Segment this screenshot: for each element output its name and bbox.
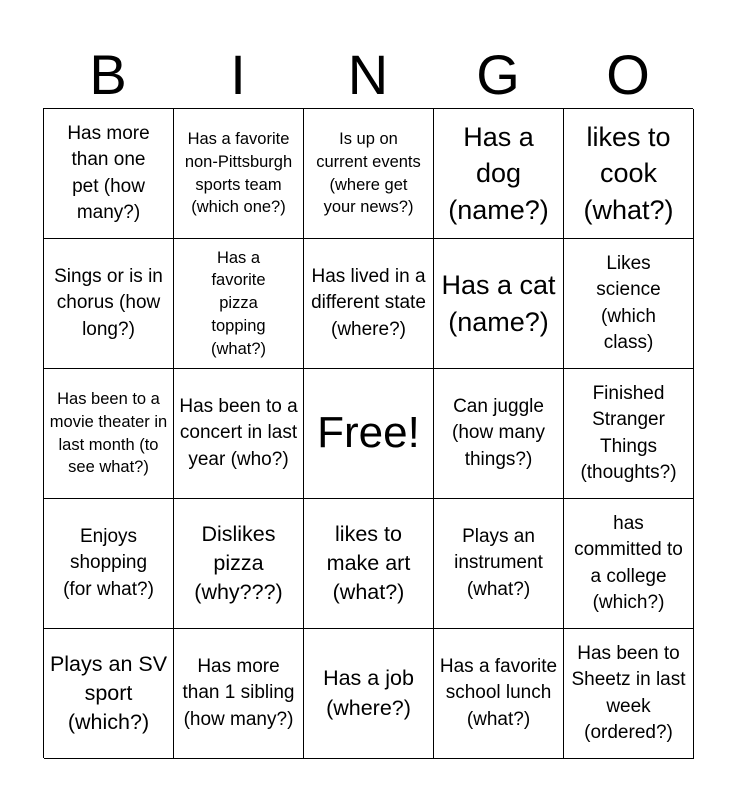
cell-text: Has been to a concert in last year (who?) bbox=[179, 396, 298, 470]
cell-text: Enjoys shopping (for what?) bbox=[63, 526, 154, 600]
cell-text: Has a favorite school lunch (what?) bbox=[439, 656, 558, 730]
cell-text: has committed to a college (which?) bbox=[574, 513, 683, 613]
cell-text: Dislikes pizza (why???) bbox=[194, 521, 283, 605]
cell-text: Sings or is in chorus (how long?) bbox=[54, 266, 163, 340]
bingo-cell-r2c1 bbox=[44, 239, 174, 369]
header-letter-g: G bbox=[476, 43, 520, 106]
cell-text: Likes science (which class) bbox=[596, 253, 661, 353]
header-letter-i: I bbox=[230, 43, 246, 106]
cell-text: Plays an SV sport (which?) bbox=[49, 651, 168, 735]
cell-text: Has more than 1 sibling (how many?) bbox=[182, 656, 295, 730]
bingo-cell-r4c2 bbox=[174, 499, 304, 629]
cell-text: Free! bbox=[317, 408, 420, 458]
cell-text: Is up on current events (where get your news?) bbox=[316, 129, 421, 217]
bingo-cell-r4c3 bbox=[304, 499, 434, 629]
cell-text: likes to cook (what?) bbox=[583, 121, 674, 225]
cell-text: Has lived in a different state (where?) bbox=[311, 266, 426, 340]
bingo-cell-r4c5 bbox=[564, 499, 694, 629]
bingo-cell-r4c4 bbox=[434, 499, 564, 629]
bingo-cell-r5c1 bbox=[44, 629, 174, 759]
bingo-cell-r2c3 bbox=[304, 239, 434, 369]
bingo-cell-free bbox=[304, 369, 434, 499]
bingo-cell-r1c2 bbox=[174, 109, 304, 239]
cell-text: Plays an instrument (what?) bbox=[454, 526, 543, 600]
bingo-cell-r2c4 bbox=[434, 239, 564, 369]
bingo-cell-r5c2 bbox=[174, 629, 304, 759]
bingo-cell-r3c4 bbox=[434, 369, 564, 499]
header-letter-o: O bbox=[606, 43, 650, 106]
bingo-cell-r5c4 bbox=[434, 629, 564, 759]
header-letter-n: N bbox=[347, 43, 389, 106]
bingo-cell-r1c3 bbox=[304, 109, 434, 239]
cell-text: Has a cat (name?) bbox=[441, 270, 556, 337]
cell-text: Has been to a movie theater in last month (to see what?) bbox=[49, 389, 168, 477]
bingo-cell-r2c2 bbox=[174, 239, 304, 369]
cell-text: Finished Stranger Things (thoughts?) bbox=[580, 383, 677, 483]
cell-text: Has more than one pet (how many?) bbox=[67, 123, 150, 223]
cell-text: Has a favorite pizza topping (what?) bbox=[210, 248, 267, 358]
cell-text: Has been to Sheetz in last week (ordered?) bbox=[571, 643, 686, 743]
header-letter-b: B bbox=[89, 43, 127, 106]
bingo-cell-r2c5 bbox=[564, 239, 694, 369]
bingo-cell-r5c3 bbox=[304, 629, 434, 759]
bingo-header bbox=[43, 40, 693, 110]
bingo-cell-r3c5 bbox=[564, 369, 694, 499]
bingo-card bbox=[43, 108, 693, 758]
cell-text: Has a dog (name?) bbox=[448, 121, 549, 225]
bingo-cell-r3c1 bbox=[44, 369, 174, 499]
bingo-cell-r1c1 bbox=[44, 109, 174, 239]
bingo-cell-r3c2 bbox=[174, 369, 304, 499]
cell-text: Can juggle (how many things?) bbox=[452, 396, 545, 470]
cell-text: Has a favorite non-Pittsburgh sports team (which one?) bbox=[184, 129, 293, 217]
bingo-cell-r1c4 bbox=[434, 109, 564, 239]
bingo-cell-r1c5 bbox=[564, 109, 694, 239]
cell-text: Has a job (where?) bbox=[323, 666, 414, 720]
cell-text: likes to make art (what?) bbox=[326, 521, 411, 605]
bingo-cell-r5c5 bbox=[564, 629, 694, 759]
bingo-cell-r4c1 bbox=[44, 499, 174, 629]
